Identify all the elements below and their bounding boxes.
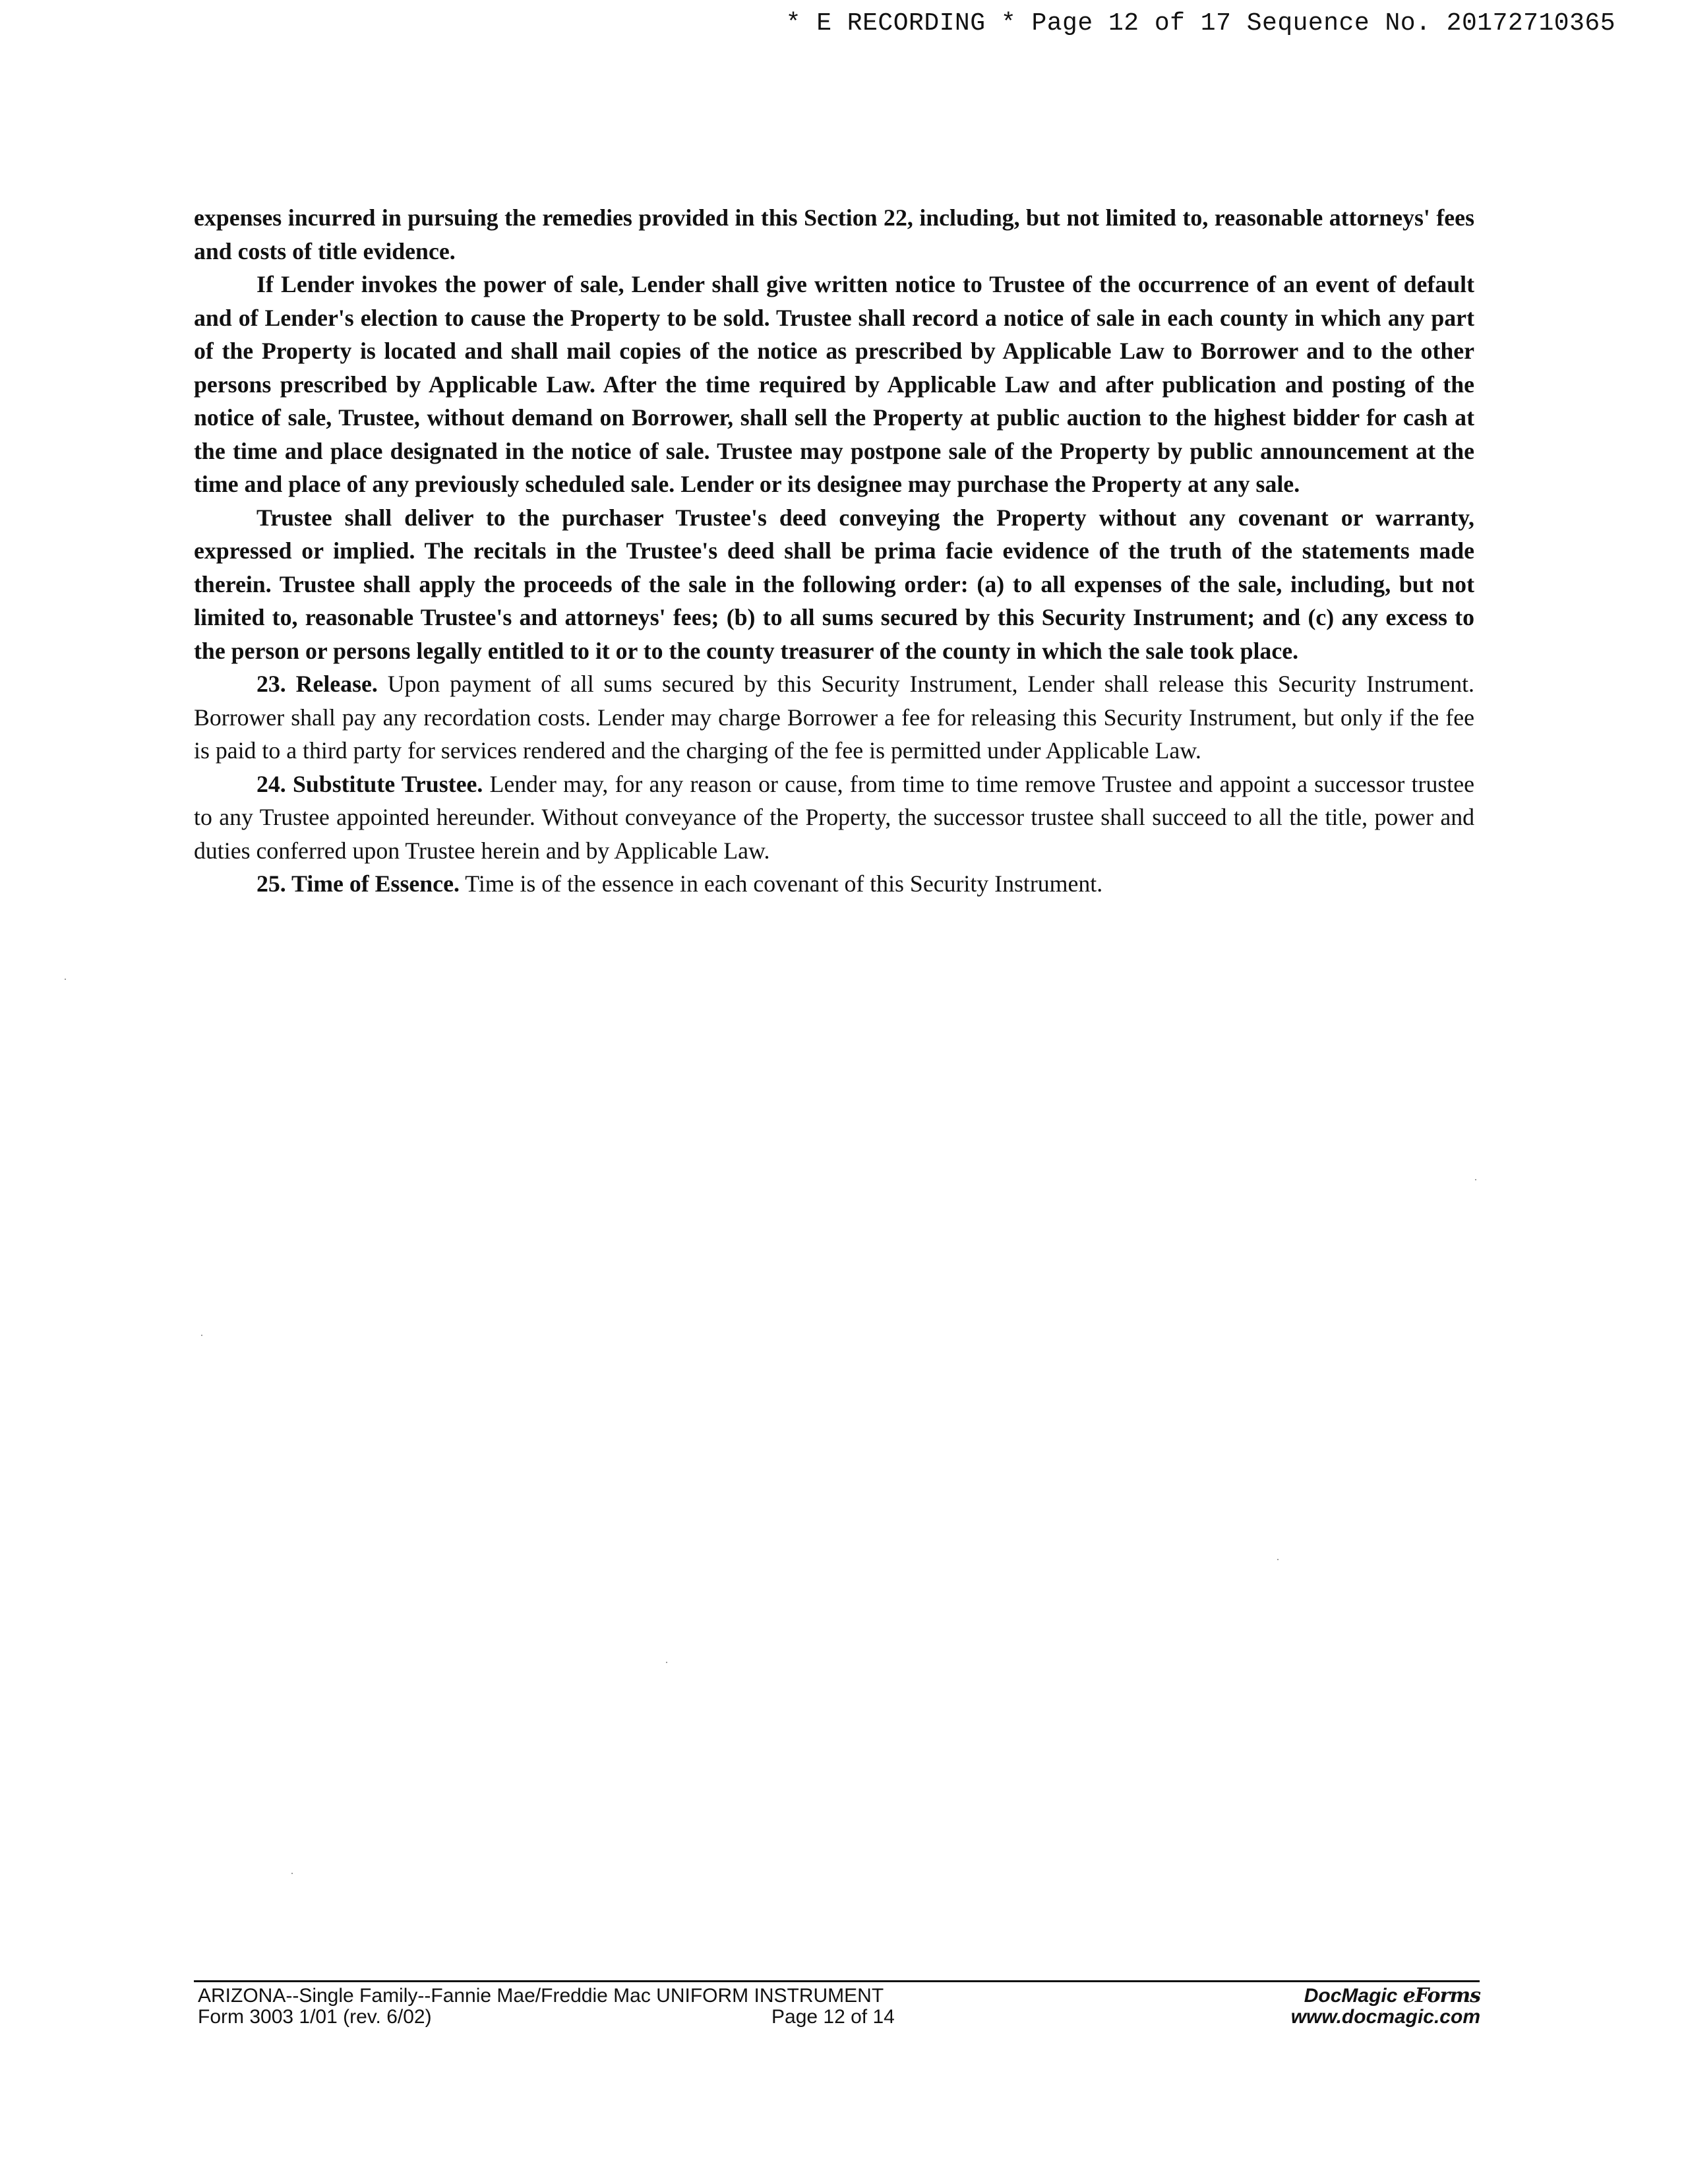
paragraph-continuation: expenses incurred in pursuing the remedies provided in this Section 22, including, but not limited to, reasonable attorneys' fees and costs of title evidence. bbox=[194, 204, 1474, 264]
docmagic-logo bbox=[1291, 1986, 1480, 2007]
brand-name: DocMagic bbox=[1304, 1985, 1398, 2007]
section-25-text: Time is of the essence in each covenant of this Security Instrument. bbox=[465, 870, 1103, 897]
section-23-text: Upon payment of all sums secured by this Security Instrument, Lender shall release this Security Instrument. Borrower shall pay any recordation costs. Lender may charge Borrower a fee for releasing this Security Instrument, but only if the fee is paid to a third party for services rendered and the charging of the fee is permitted under Applicable Law. bbox=[194, 671, 1475, 764]
section-23-release bbox=[194, 667, 1474, 768]
paragraph-trustee-deed: Trustee shall deliver to the purchaser Trustee's deed conveying the Property without any covenant or warranty, expressed or implied. The recitals in the Trustee's deed shall be prima facie evidence of the truth of the statements made therein. Trustee shall apply the proceeds of the sale in the following order: (a) to all expenses of the sale, including, but not limited to, reasonable Trustee's and attorneys' fees; (b) to all sums secured by this Security Instrument; and (c) any excess to the person or persons legally entitled to it or to the county treasurer of the county in which the sale took place. bbox=[194, 504, 1474, 664]
scan-speck bbox=[201, 1335, 202, 1336]
scan-speck bbox=[666, 1662, 667, 1663]
scan-speck bbox=[291, 1873, 293, 1874]
footer-page-number: Page 12 of 14 bbox=[771, 2006, 895, 2028]
recording-stamp: * E RECORDING * Page 12 of 17 Sequence No. 20172710365 bbox=[785, 9, 1615, 38]
section-25-time-of-essence bbox=[194, 867, 1474, 901]
footer-form-title: ARIZONA--Single Family--Fannie Mae/Freddie Mac UNIFORM INSTRUMENT bbox=[198, 1985, 884, 2007]
footer-brand-block bbox=[1291, 1986, 1480, 2028]
footer-divider bbox=[194, 1980, 1480, 1982]
section-24-heading: 24. Substitute Trustee. bbox=[256, 770, 483, 797]
footer-form-number: Form 3003 1/01 (rev. 6/02) bbox=[198, 2006, 432, 2028]
section-24-substitute-trustee bbox=[194, 768, 1474, 868]
scan-speck bbox=[65, 979, 66, 980]
section-23-heading: 23. Release. bbox=[256, 671, 378, 697]
scan-speck bbox=[1277, 1559, 1279, 1560]
page-footer bbox=[198, 1986, 1480, 2038]
paragraph-power-of-sale: If Lender invokes the power of sale, Lender shall give written notice to Trustee of the occurrence of an event of default and of Lender's election to cause the Property to be sold. Trustee shall record a notice of sale in each county in which any part of the Property is located and shall mail copies of the notice as prescribed by Applicable Law to Borrower and to the other persons prescribed by Applicable Law. After the time required by Applicable Law and after publication and posting of the notice of sale, Trustee, without demand on Borrower, shall sell the Property at public auction to the highest bidder for cash at the time and place designated in the notice of sale. Trustee may postpone sale of the Property by public announcement at the time and place of any previously scheduled sale. Lender or its designee may purchase the Property at any sale. bbox=[194, 271, 1474, 497]
section-25-heading: 25. Time of Essence. bbox=[256, 870, 460, 897]
scan-speck bbox=[1475, 1179, 1476, 1180]
eforms-mark: eForms bbox=[1402, 1984, 1480, 2007]
document-body bbox=[194, 201, 1474, 901]
section-24-text: Lender may, for any reason or cause, from time to time remove Trustee and appoint a successor trustee to any Trustee appointed hereunder. Without conveyance of the Property, the successor trustee shall succeed to all the title, power and duties conferred upon Trustee herein and by Applicable Law. bbox=[194, 770, 1474, 864]
footer-website: www.docmagic.com bbox=[1290, 2006, 1480, 2028]
